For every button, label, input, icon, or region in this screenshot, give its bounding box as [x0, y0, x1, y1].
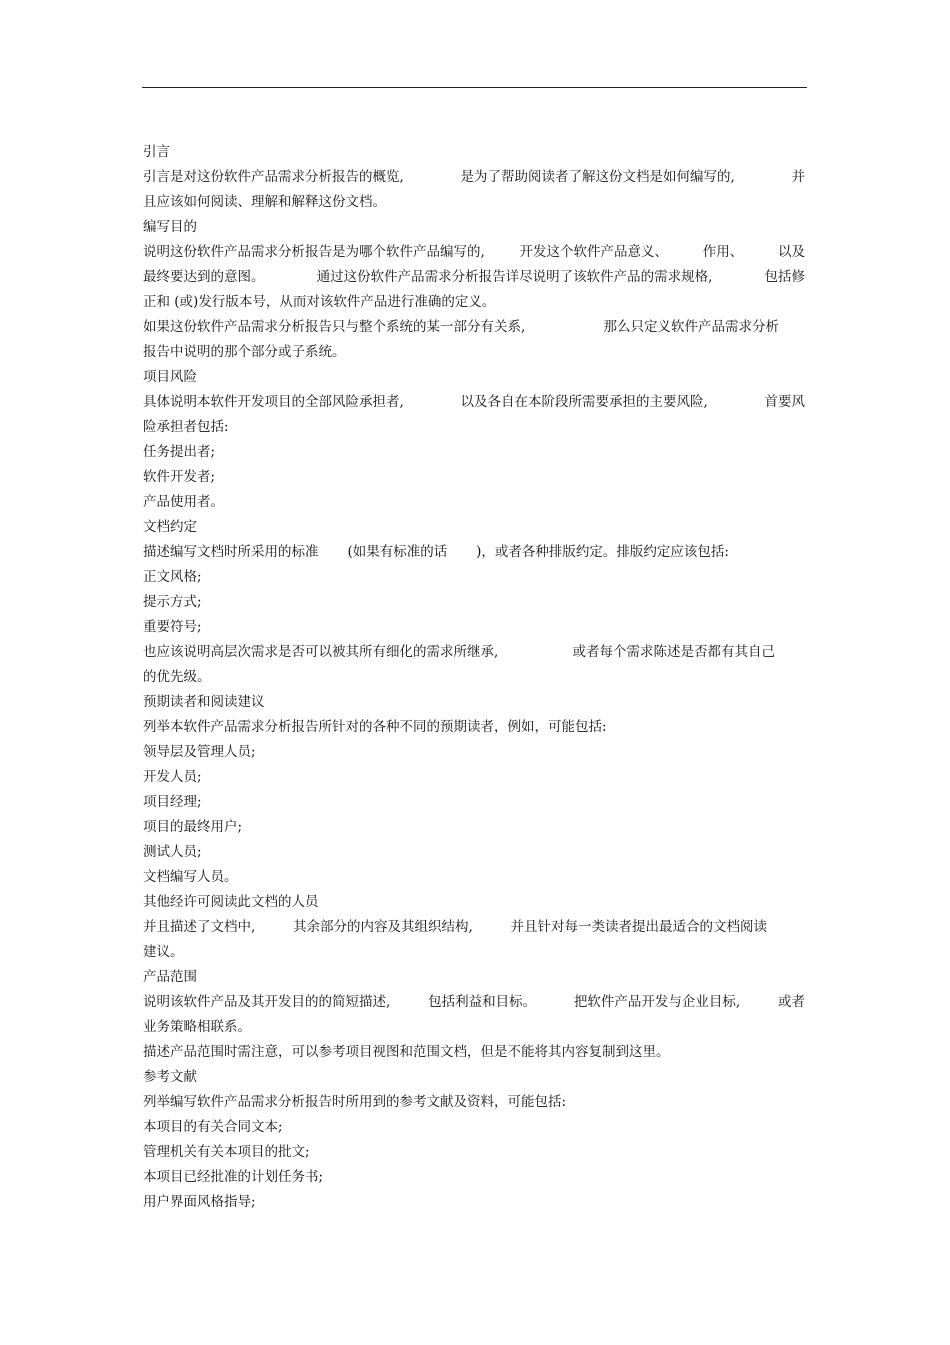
text-segment: 项目经理;	[143, 794, 202, 810]
text-line	[143, 765, 805, 790]
text-segment: 业务策略相联系。	[143, 1019, 251, 1035]
text-segment: 项目的最终用户;	[143, 819, 243, 835]
text-segment: 列举本软件产品需求分析报告所针对的各种不同的预期读者，例如，可能包括:	[143, 719, 607, 735]
text-segment: 包括利益和目标。	[428, 994, 537, 1010]
text-segment: 文档约定	[143, 519, 197, 535]
text-line	[143, 940, 805, 965]
text-line	[143, 990, 805, 1015]
text-line	[143, 215, 805, 240]
text-line	[143, 790, 805, 815]
text-segment: 报告中说明的那个部分或子系统。	[143, 344, 346, 360]
text-line	[143, 415, 805, 440]
text-segment: 其余部分的内容及其组织结构,	[293, 919, 473, 935]
text-segment: 预期读者和阅读建议	[143, 694, 265, 710]
text-segment: 产品使用者。	[143, 494, 224, 510]
text-line	[143, 1040, 805, 1065]
text-line	[143, 515, 805, 540]
text-line	[143, 865, 805, 890]
text-segment: )，或者各种排版约定。排版约定应该包括:	[476, 544, 729, 560]
text-segment: 如果这份软件产品需求分析报告只与整个系统的某一部分有关系,	[143, 319, 526, 335]
text-segment: 险承担者包括:	[143, 419, 229, 435]
text-segment: 且应该如何阅读、理解和解释这份文档。	[143, 194, 386, 210]
text-segment: 建议。	[143, 944, 184, 960]
text-line	[143, 1015, 805, 1040]
text-segment: 首要风	[764, 394, 805, 410]
text-segment: 开发人员;	[143, 769, 202, 785]
text-line	[143, 840, 805, 865]
text-line	[143, 340, 805, 365]
text-line	[143, 890, 805, 915]
text-segment: 文档编写人员。	[143, 869, 238, 885]
text-segment: 或者每个需求陈述是否都有其自己	[572, 644, 775, 660]
text-line	[143, 615, 805, 640]
text-line	[143, 390, 805, 415]
header-rule	[142, 87, 807, 88]
text-segment: 包括修	[764, 269, 805, 285]
text-line	[143, 965, 805, 990]
text-segment: 其他经许可阅读此文档的人员	[143, 894, 319, 910]
text-segment: 测试人员;	[143, 844, 202, 860]
text-segment: 项目风险	[143, 369, 197, 385]
text-line	[143, 590, 805, 615]
text-line	[143, 315, 779, 340]
text-segment: 引言是对这份软件产品需求分析报告的概览,	[143, 169, 404, 185]
text-segment: 并且针对每一类读者提出最适合的文档阅读	[510, 919, 767, 935]
text-line	[143, 490, 805, 515]
text-line	[143, 240, 805, 265]
text-line	[143, 265, 805, 290]
text-line	[143, 440, 805, 465]
text-line	[143, 1140, 805, 1165]
text-segment: 也应该说明高层次需求是否可以被其所有细化的需求所继承,	[143, 644, 499, 660]
text-segment: 描述编写文档时所采用的标准	[143, 544, 319, 560]
document-body	[143, 140, 805, 1215]
text-segment: 用户界面风格指导;	[143, 1194, 256, 1210]
text-segment: 并且描述了文档中,	[143, 919, 256, 935]
text-segment: 编写目的	[143, 219, 197, 235]
text-line	[143, 715, 805, 740]
text-segment: 引言	[143, 144, 170, 160]
text-segment: 把软件产品开发与企业目标,	[573, 994, 741, 1010]
text-segment: 是为了帮助阅读者了解这份文档是如何编写的,	[460, 169, 735, 185]
text-line	[143, 815, 805, 840]
text-line	[143, 1190, 805, 1215]
text-segment: 本项目已经批准的计划任务书;	[143, 1169, 324, 1185]
text-segment: 正文风格;	[143, 569, 202, 585]
text-segment: 本项目的有关合同文本;	[143, 1119, 283, 1135]
text-segment: 以及各自在本阶段所需要承担的主要风险,	[460, 394, 708, 410]
text-line	[143, 165, 805, 190]
text-segment: 或者	[777, 994, 805, 1010]
text-segment: 管理机关有关本项目的批文;	[143, 1144, 310, 1160]
text-segment: 产品范围	[143, 969, 197, 985]
text-line	[143, 1090, 805, 1115]
text-segment: 说明该软件产品及其开发目的的简短描述,	[143, 994, 391, 1010]
text-segment: 具体说明本软件开发项目的全部风险承担者,	[143, 394, 404, 410]
text-line	[143, 1065, 805, 1090]
text-line	[143, 690, 805, 715]
text-segment: 作用、	[702, 244, 744, 260]
text-segment: 说明这份软件产品需求分析报告是为哪个软件产品编写的,	[143, 244, 485, 260]
text-line	[143, 140, 805, 165]
text-segment: 领导层及管理人员;	[143, 744, 256, 760]
text-line	[143, 665, 805, 690]
text-segment: 列举编写软件产品需求分析报告时所用到的参考文献及资料，可能包括:	[143, 1094, 567, 1110]
text-line	[143, 565, 805, 590]
text-segment: 开发这个软件产品意义、	[519, 244, 669, 260]
text-segment: 提示方式;	[143, 594, 202, 610]
text-segment: 以及	[778, 244, 805, 260]
text-segment: 并	[791, 169, 805, 185]
text-segment: 软件开发者;	[143, 469, 216, 485]
text-segment: 正和 (或)发行版本号，从而对该软件产品进行准确的定义。	[143, 294, 496, 310]
text-segment: 描述产品范围时需注意，可以参考项目视图和范围文档，但是不能将其内容复制到这里。	[143, 1044, 670, 1060]
text-segment: 重要符号;	[143, 619, 202, 635]
text-segment: 的优先级。	[143, 669, 211, 685]
text-line	[143, 540, 729, 565]
text-line	[143, 915, 767, 940]
text-line	[143, 640, 775, 665]
text-line	[143, 290, 805, 315]
text-line	[143, 365, 805, 390]
text-line	[143, 1165, 805, 1190]
text-segment: 任务提出者;	[143, 444, 216, 460]
text-segment: 那么只定义软件产品需求分析	[603, 319, 779, 335]
text-line	[143, 1115, 805, 1140]
text-line	[143, 190, 805, 215]
text-line	[143, 465, 805, 490]
text-segment: (如果有标准的话	[347, 544, 448, 560]
text-segment: 通过这份软件产品需求分析报告详尽说明了该软件产品的需求规格,	[316, 269, 713, 285]
text-line	[143, 740, 805, 765]
text-segment: 参考文献	[143, 1069, 197, 1085]
text-segment: 最终要达到的意图。	[143, 269, 265, 285]
